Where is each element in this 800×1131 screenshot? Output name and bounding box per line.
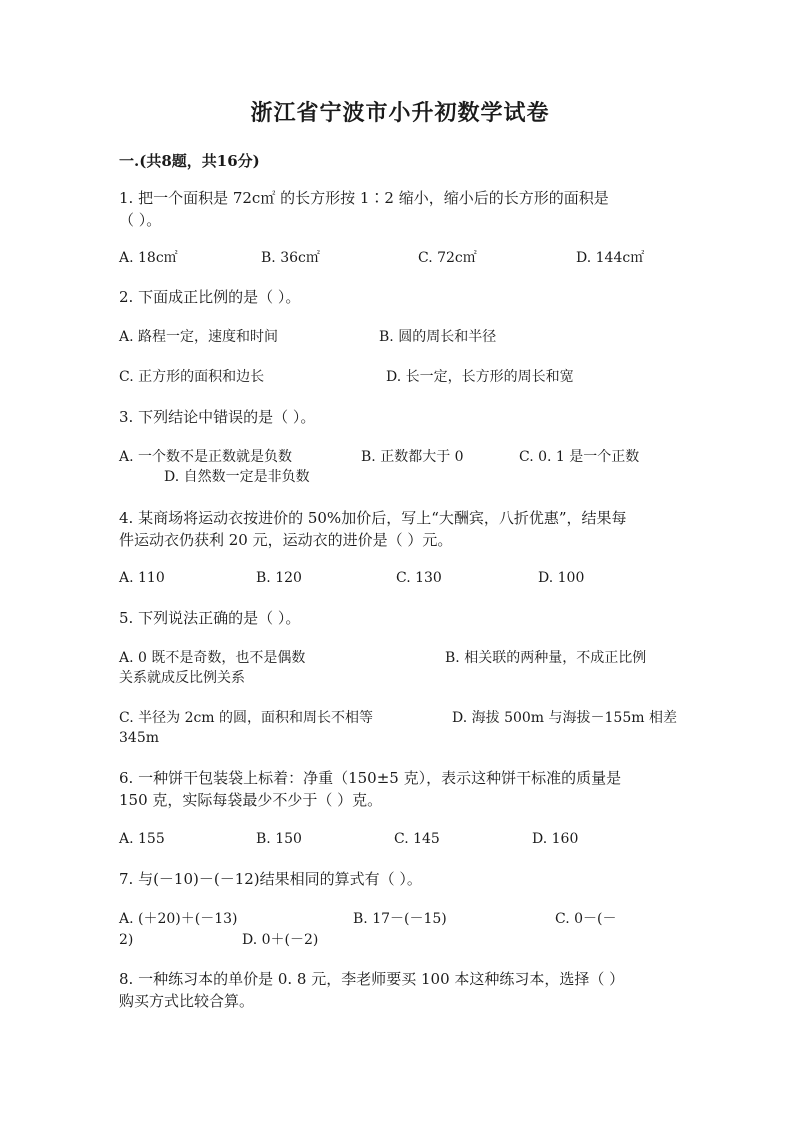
question-5-option-a: A. 0 既不是奇数，也不是偶数 [119,650,306,666]
question-8-stem [119,968,679,1012]
question-1-option-b: B. 36c㎡ [261,250,320,266]
question-2-stem: 2. 下面成正比例的是（ ）。 [119,288,301,306]
question-4-stem [119,507,679,551]
question-2-option-d: D. 长一定，长方形的周长和宽 [386,369,574,385]
question-6-line-1: 6. 一种饼干包装袋上标着：净重（150±5 克），表示这种饼干标准的质量是 [119,769,622,787]
question-7-stem: 7. 与(－10)－(－12)结果相同的算式有（ ）。 [119,870,422,888]
question-6-line-2: 150 克，实际每袋最少不少于（ ）克。 [119,791,383,809]
question-1-option-a: A. 18c㎡ [119,250,178,266]
question-7-option-a: A. (＋20)＋(－13) [119,911,238,927]
question-7-option-d: D. 0＋(－2) [242,932,319,948]
question-5-option-b: B. 相关联的两种量，不成正比例 [445,650,647,666]
question-5-option-d-continued: 345m [119,730,159,746]
page-title: 浙江省宁波市小升初数学试卷 [250,100,550,126]
question-6-option-d: D. 160 [532,831,579,847]
question-3-option-d: D. 自然数一定是非负数 [164,469,310,485]
question-6-option-b: B. 150 [256,831,302,847]
question-1-line-2: （ ）。 [119,211,162,229]
question-6-stem [119,767,679,811]
question-4-option-b: B. 120 [256,570,302,586]
question-2-option-a: A. 路程一定，速度和时间 [119,329,279,345]
question-6-option-c: C. 145 [394,831,440,847]
question-6-option-a: A. 155 [119,831,165,847]
question-7-option-c-continued: 2) [119,932,134,948]
question-4-line-1: 4. 某商场将运动衣按进价的 50%加价后，写上“大酬宾，八折优惠”，结果每 [119,509,627,527]
question-4-line-2: 件运动衣仍获利 20 元，运动衣的进价是（ ）元。 [119,531,453,549]
question-5-stem: 5. 下列说法正确的是（ ）。 [119,609,301,627]
question-1-option-d: D. 144c㎡ [576,250,645,266]
question-8-line-1: 8. 一种练习本的单价是 0. 8 元，李老师要买 100 本这种练习本，选择（ ） [119,970,625,988]
question-4-option-a: A. 110 [119,570,165,586]
question-1-line-1: 1. 把一个面积是 72c㎡ 的长方形按 1∶2 缩小，缩小后的长方形的面积是 [119,189,609,207]
question-3-option-b: B. 正数都大于 0 [361,449,464,465]
question-2-option-c: C. 正方形的面积和边长 [119,369,265,385]
question-4-option-c: C. 130 [396,570,442,586]
question-1-option-c: C. 72c㎡ [418,250,477,266]
question-1-stem [119,187,679,231]
question-2-option-b: B. 圆的周长和半径 [379,329,497,345]
question-5-option-d: D. 海拔 500m 与海拔－155m 相差 [452,710,677,726]
question-3-stem: 3. 下列结论中错误的是（ ）。 [119,408,316,426]
question-5-option-c: C. 半径为 2cm 的圆，面积和周长不相等 [119,710,374,726]
question-7-option-b: B. 17－(－15) [353,911,447,927]
question-8-line-2: 购买方式比较合算。 [119,992,255,1010]
question-7-option-c: C. 0－(－ [555,911,617,927]
question-3-option-a: A. 一个数不是正数就是负数 [119,449,293,465]
question-5-option-b-continued: 关系就成反比例关系 [119,670,245,686]
question-4-option-d: D. 100 [538,570,585,586]
question-3-option-c: C. 0. 1 是一个正数 [519,449,640,465]
section-heading: 一.(共8题，共16分) [119,152,260,170]
